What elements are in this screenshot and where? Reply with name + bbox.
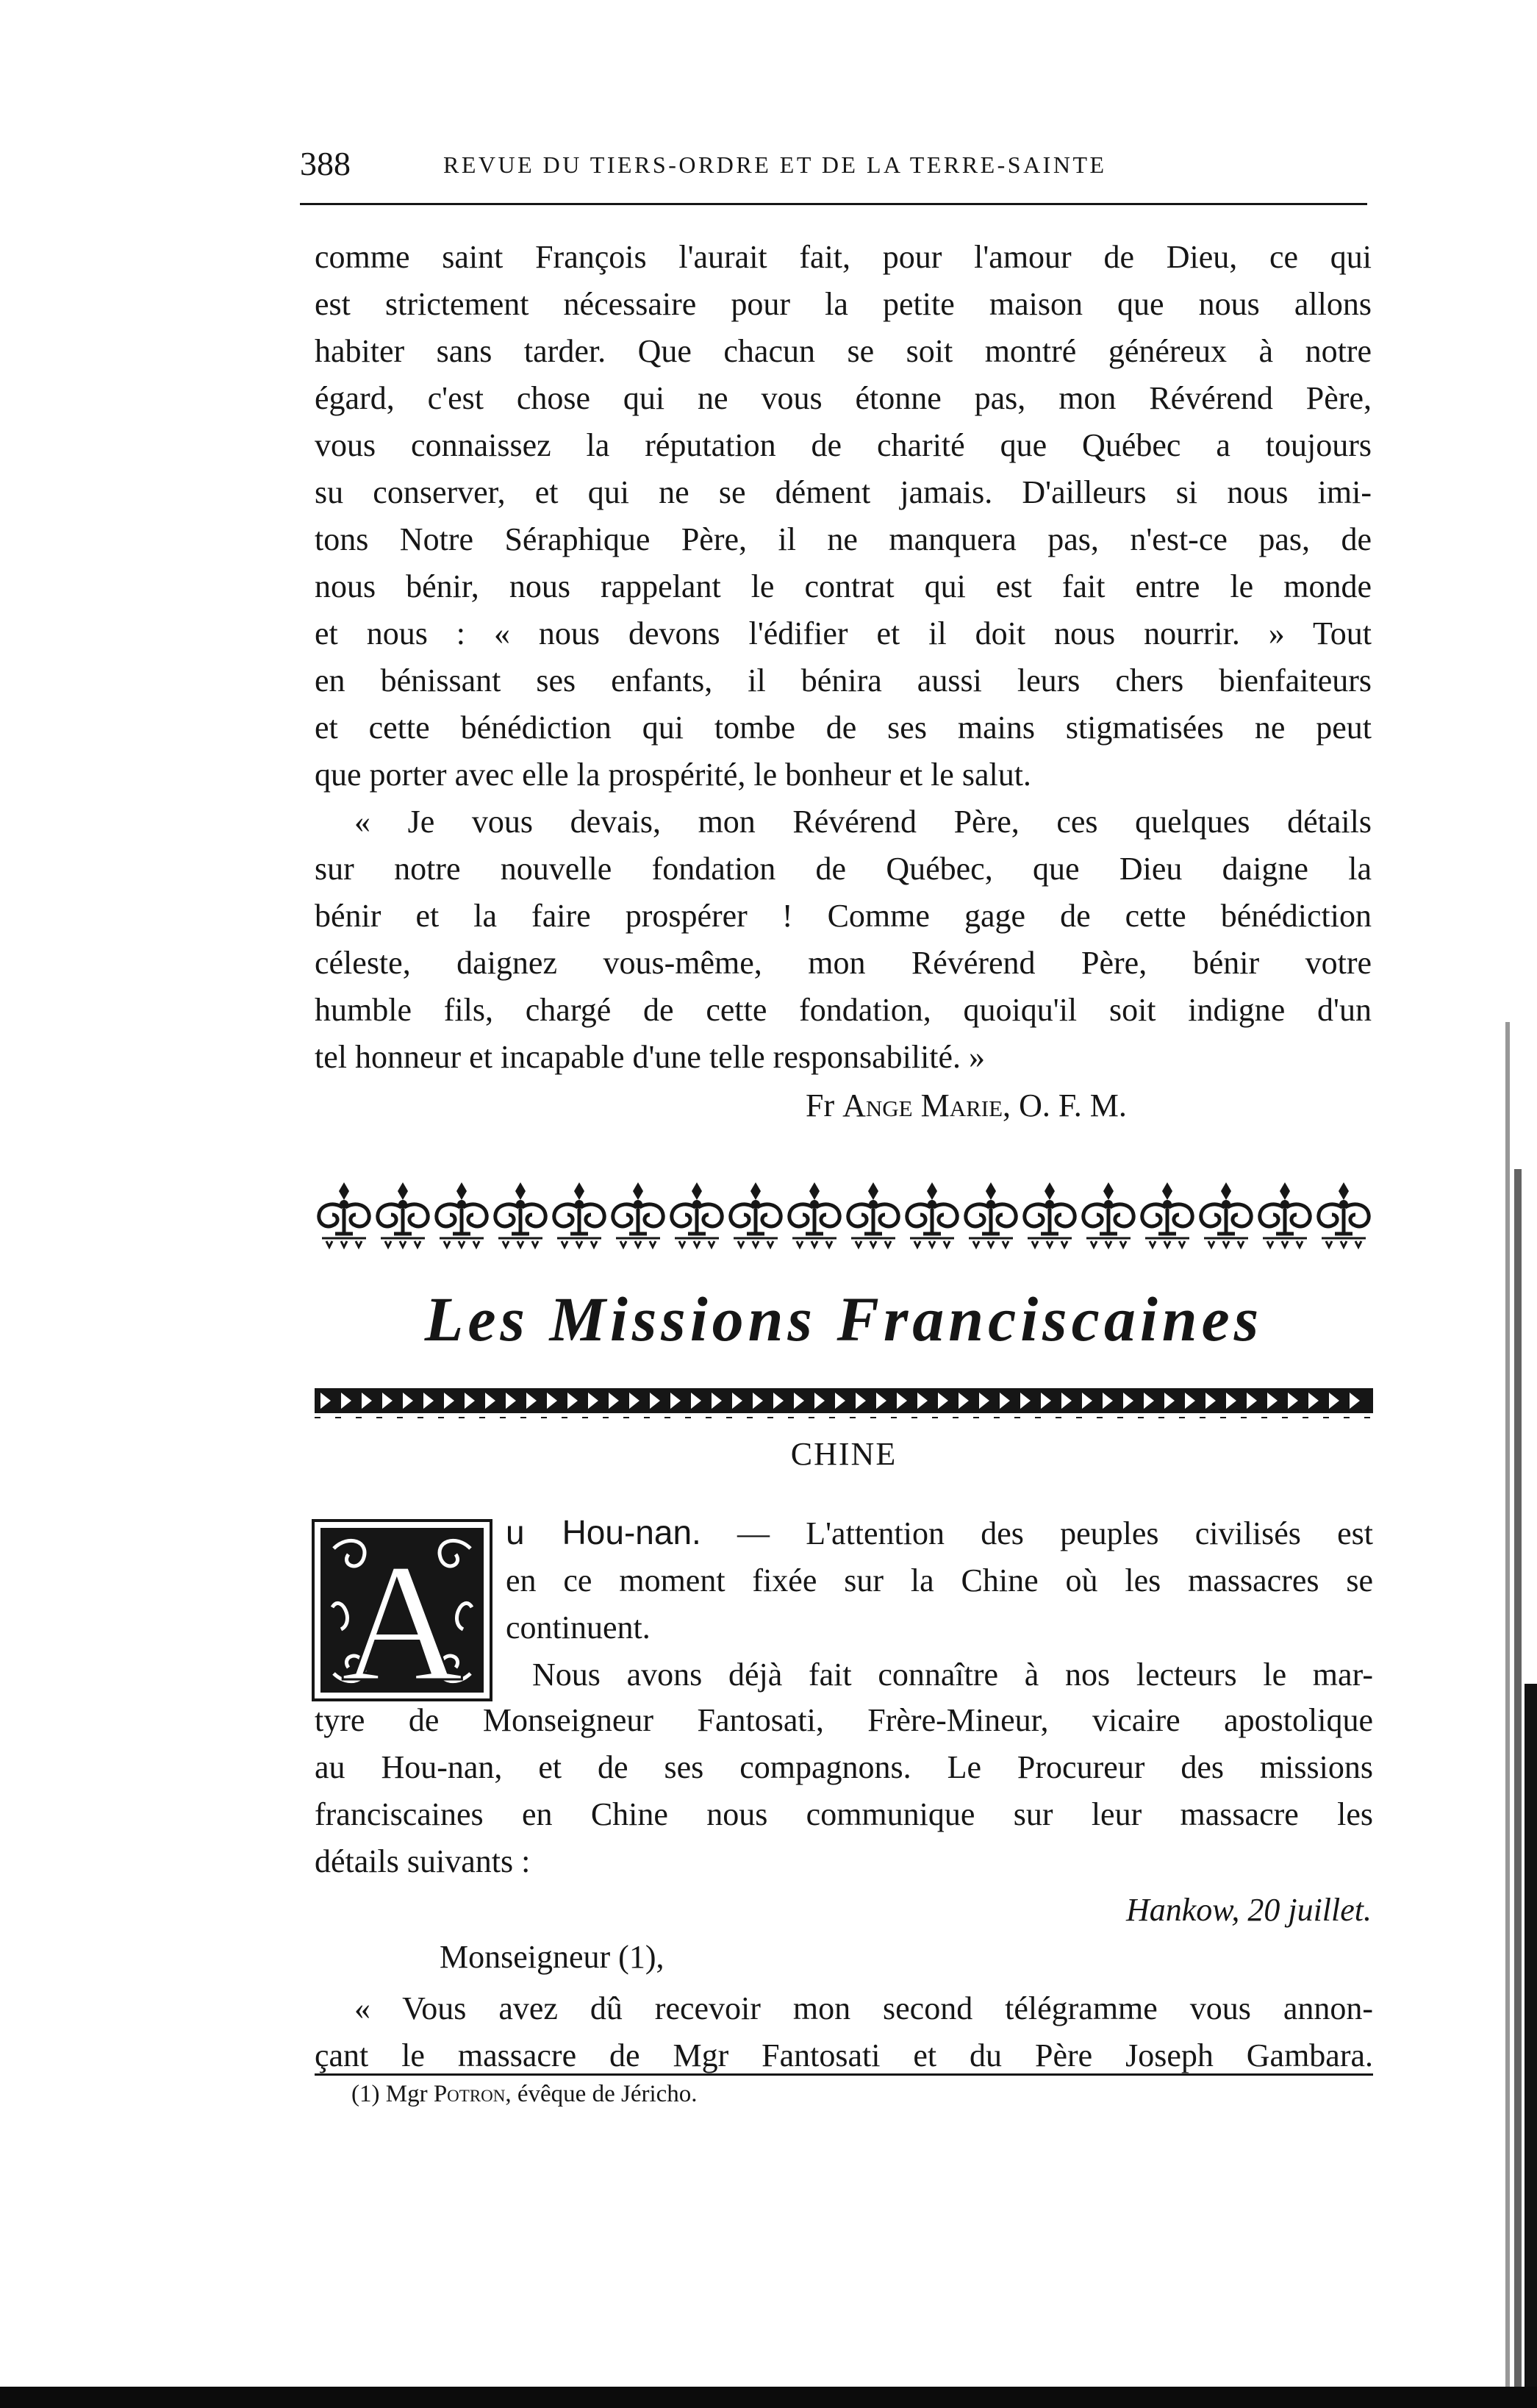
text-line: en bénissant ses enfants, il bénira aussi leurs chers bienfaiteurs [315, 662, 1372, 699]
signature-name: Ange Marie, [842, 1087, 1011, 1123]
text-line: en ce moment fixée sur la Chine où les massacres se [506, 1562, 1373, 1598]
running-title: REVUE DU TIERS-ORDRE ET DE LA TERRE-SAINTE [443, 151, 1107, 178]
dropcap-ornament [312, 1519, 492, 1701]
body-paragraph [315, 1697, 1373, 1885]
text-line: détails suivants : [315, 1843, 531, 1879]
text-line: et cette bénédiction qui tombe de ses mains stigmatisées ne peut [315, 710, 1372, 746]
text-line: que porter avec elle la prospérité, le bonheur et le salut. [315, 757, 1031, 793]
section-title: Les Missions Franciscaines [424, 1284, 1264, 1354]
signature-order: O. F. M. [1019, 1087, 1127, 1123]
page-number: 388 [300, 145, 351, 182]
dateline: Hankow, 20 juillet. [1125, 1892, 1372, 1928]
scan-bottom-band [0, 2387, 1537, 2408]
fleuron-ornament [315, 1175, 1373, 1251]
text-line: habiter sans tarder. Que chacun se soit montré généreux à notre [315, 333, 1372, 369]
text-line: comme saint François l'aurait fait, pour l'amour de Dieu, ce qui [315, 239, 1372, 275]
text-line: est strictement nécessaire pour la petite maison que nous allons [315, 286, 1372, 322]
salutation: Monseigneur (1), [440, 1939, 664, 1975]
decorative-band [315, 1388, 1373, 1421]
letter-paragraph-2 [315, 799, 1372, 1081]
text-line: tons Notre Séraphique Père, il ne manquera pas, n'est-ce pas, de [315, 521, 1372, 557]
letter-paragraph-1 [315, 234, 1372, 799]
text-line: « Je vous devais, mon Révérend Père, ces quelques détails [354, 804, 1372, 840]
footnote-text: évêque de Jéricho. [517, 2081, 698, 2107]
footnote-rule [315, 2073, 1373, 2076]
text-line: u Hou-nan. — L'attention des peuples civilisés est [506, 1513, 1373, 1551]
text-line: franciscaines en Chine nous communique sur leur massacre les [315, 1796, 1373, 1832]
quote-paragraph [315, 1985, 1373, 2079]
text-line: au Hou-nan, et de ses compagnons. Le Procureur des missions [315, 1749, 1373, 1785]
footnote-name: Potron, [433, 2081, 512, 2107]
text-line: humble fils, chargé de cette fondation, quoiqu'il soit indigne d'un [315, 992, 1372, 1028]
text-line: bénir et la faire prospérer ! Comme gage de cette bénédiction [315, 898, 1372, 934]
signature [806, 1087, 1127, 1124]
footnote-marker: (1) Mgr [351, 2081, 428, 2107]
text-line: et nous : « nous devons l'édifier et il doit nous nourrir. » Tout [315, 615, 1372, 651]
text-line: vous connaissez la réputation de charité que Québec a toujours [315, 427, 1372, 463]
text-line: nous bénir, nous rappelant le contrat qui est fait entre le monde [315, 568, 1372, 604]
text-line: égard, c'est chose qui ne vous étonne pas, mon Révérend Père, [315, 380, 1372, 416]
text-line: céleste, daignez vous-même, mon Révérend Père, bénir votre [315, 945, 1372, 981]
dropcap-letter: A [340, 1529, 464, 1701]
text-line: sur notre nouvelle fondation de Québec, que Dieu daigne la [315, 851, 1372, 887]
scan-edge-shadow [1476, 1022, 1537, 2390]
footnote [351, 2081, 698, 2108]
signature-prefix: Fr [806, 1087, 835, 1123]
running-header [300, 144, 1367, 188]
intro-paragraph [506, 1509, 1373, 1698]
text-line: tel honneur et incapable d'une telle responsabilité. » [315, 1039, 986, 1075]
text-line: tyre de Monseigneur Fantosati, Frère-Mineur, vicaire apostolique [315, 1702, 1373, 1738]
text-line: çant le massacre de Mgr Fantosati et du Père Joseph Gambara. [315, 2037, 1373, 2073]
intro-lead: u Hou-nan. [506, 1513, 701, 1551]
text-line: continuent. [506, 1609, 651, 1646]
section-subtitle: CHINE [790, 1436, 898, 1472]
header-rule [300, 203, 1367, 205]
text-line: « Vous avez dû recevoir mon second télégramme vous annon- [354, 1990, 1373, 2026]
text-line: su conserver, et qui ne se dément jamais. D'ailleurs si nous imi- [315, 474, 1372, 510]
text-line: Nous avons déjà fait connaître à nos lecteurs le mar- [532, 1657, 1373, 1693]
